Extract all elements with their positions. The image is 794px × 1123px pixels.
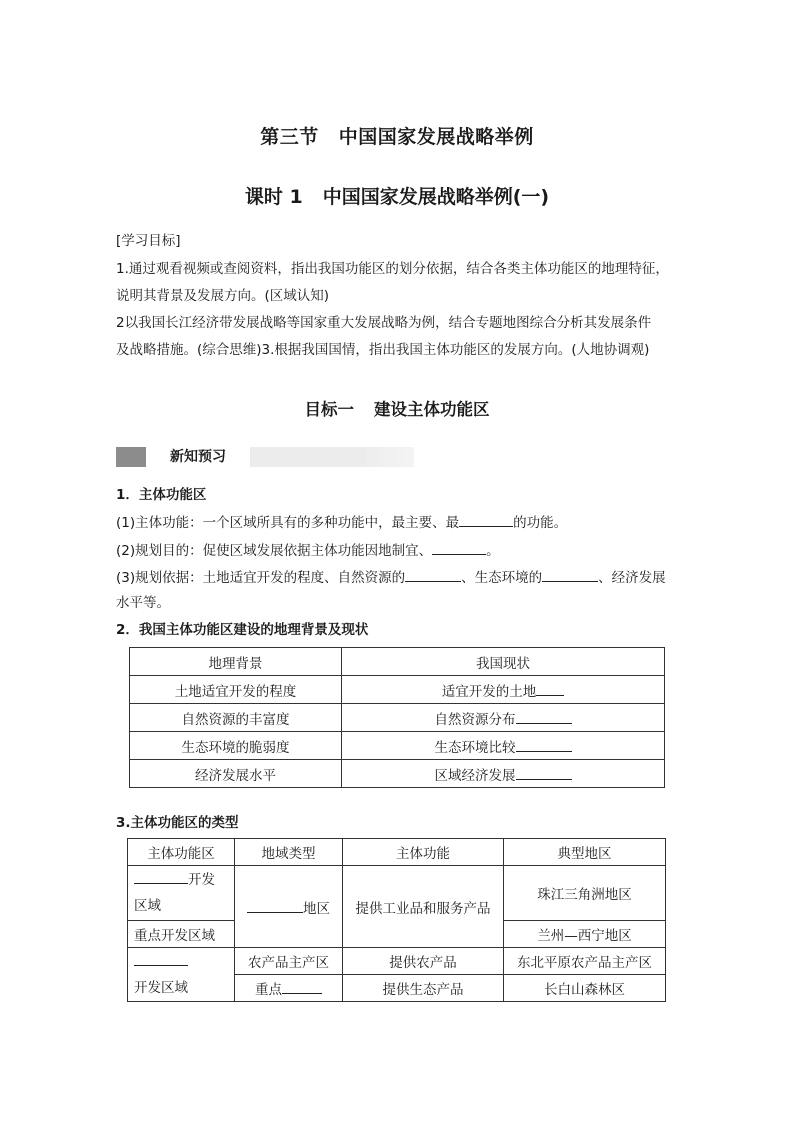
fill-blank[interactable] <box>516 737 572 752</box>
table-cell: 兰州—西宁地区 <box>504 921 666 948</box>
table-row <box>128 866 666 921</box>
table-header: 主体功能区 <box>128 839 235 866</box>
table-cell <box>342 676 665 704</box>
section-number: 第三节 <box>260 126 319 148</box>
section-title <box>0 122 794 149</box>
table-row <box>130 760 665 788</box>
table-cell: 经济发展水平 <box>130 760 342 788</box>
table-cell: 生态环境的脆弱度 <box>130 732 342 760</box>
item3-text-3: 、经济发展 <box>598 570 666 586</box>
cell-text: 生态环境比较 <box>434 739 516 756</box>
item3-text: (3)规划依据：土地适宜开发的程度、自然资源的 <box>116 570 406 586</box>
item3-text-2: 、生态环境的 <box>461 570 543 586</box>
table-cell: 提供农产品 <box>343 948 504 975</box>
lesson-number: 课时 1 <box>244 186 303 208</box>
part1-item2 <box>116 540 684 560</box>
table-header: 典型地区 <box>504 839 666 866</box>
part1-item1 <box>116 512 684 532</box>
fill-blank[interactable] <box>405 567 461 582</box>
table-cell: 提供工业品和服务产品 <box>343 866 504 948</box>
cell-text: 区域经济发展 <box>434 767 516 784</box>
objective-line-1: 1.通过观看视频或查阅资料，指出我国功能区的划分依据，结合各类主体功能区的地理特征， <box>116 261 669 277</box>
goal-title-text: 建设主体功能区 <box>374 400 490 419</box>
table-header: 主体功能 <box>343 839 504 866</box>
goal-number: 目标一 <box>304 400 354 419</box>
fill-blank[interactable] <box>459 512 513 527</box>
goal-title <box>0 396 794 420</box>
table-header-row <box>130 648 665 676</box>
preview-banner-label: 新知预习 <box>146 447 250 467</box>
item1-text-end: 的功能。 <box>513 515 568 531</box>
table-header: 地域类型 <box>235 839 343 866</box>
background-table <box>129 647 665 788</box>
table-header: 地理背景 <box>130 648 342 676</box>
table-row <box>130 732 665 760</box>
table-cell <box>235 975 343 1002</box>
table-cell <box>128 866 235 921</box>
part1-heading: 1．主体功能区 <box>116 487 207 503</box>
cell-text: 地区 <box>303 900 330 917</box>
item1-text: (1)主体功能：一个区域所具有的多种功能中，最主要、最 <box>116 515 460 531</box>
fill-blank[interactable] <box>516 765 572 780</box>
objectives-label: [学习目标] <box>116 233 181 249</box>
table-header-row <box>128 839 666 866</box>
table-cell <box>235 866 343 948</box>
table-cell: 重点开发区域 <box>128 921 235 948</box>
preview-banner <box>116 447 414 467</box>
lesson-title <box>0 182 794 209</box>
cell-text: 重点 <box>255 982 282 998</box>
cell-text: 开发 <box>188 872 215 888</box>
zone-type-table <box>127 838 666 1002</box>
objective-line-2: 说明其背景及发展方向。(区域认知) <box>116 288 330 304</box>
part3-heading: 3.主体功能区的类型 <box>116 815 239 831</box>
table-cell <box>128 948 235 1002</box>
lesson-title-text: 中国国家发展战略举例(一) <box>322 186 550 208</box>
section-title-text: 中国国家发展战略举例 <box>338 126 534 148</box>
fill-blank[interactable] <box>516 709 572 724</box>
objective-line-4: 及战略措施。(综合思维)3.根据我国国情，指出我国主体功能区的发展方向。(人地协调观) <box>116 342 650 358</box>
table-cell: 珠江三角洲地区 <box>504 866 666 921</box>
table-row <box>130 704 665 732</box>
item2-text-end: 。 <box>486 543 500 559</box>
cell-text: 开发区域 <box>134 979 188 996</box>
table-cell: 自然资源的丰富度 <box>130 704 342 732</box>
table-cell: 土地适宜开发的程度 <box>130 676 342 704</box>
objective-line-3: 2以我国长江经济带发展战略等国家重大发展战略为例，结合专题地图综合分析其发展条件 <box>116 315 652 331</box>
table-cell <box>342 732 665 760</box>
fill-blank[interactable] <box>134 951 188 966</box>
fill-blank[interactable] <box>432 540 486 555</box>
table-cell <box>342 704 665 732</box>
table-cell: 东北平原农产品主产区 <box>504 948 666 975</box>
part1-item3 <box>116 567 684 587</box>
table-cell <box>342 760 665 788</box>
table-header: 我国现状 <box>342 648 665 676</box>
table-cell: 农产品主产区 <box>235 948 343 975</box>
part1-item3-cont: 水平等。 <box>116 595 170 611</box>
cell-text: 区域 <box>134 898 161 914</box>
cell-text: 适宜开发的土地 <box>441 683 537 700</box>
fill-blank[interactable] <box>247 898 303 913</box>
item2-text: (2)规划目的：促使区域发展依据主体功能因地制宜、 <box>116 543 433 559</box>
table-row <box>128 948 666 975</box>
cell-text: 自然资源分布 <box>434 711 516 728</box>
part2-heading: 2．我国主体功能区建设的地理背景及现状 <box>116 622 369 638</box>
table-cell: 长白山森林区 <box>504 975 666 1002</box>
table-row <box>130 676 665 704</box>
fill-blank[interactable] <box>536 681 564 696</box>
fill-blank[interactable] <box>134 869 188 884</box>
table-cell: 提供生态产品 <box>343 975 504 1002</box>
fill-blank[interactable] <box>282 979 322 994</box>
fill-blank[interactable] <box>542 567 598 582</box>
banner-decoration <box>250 447 366 467</box>
